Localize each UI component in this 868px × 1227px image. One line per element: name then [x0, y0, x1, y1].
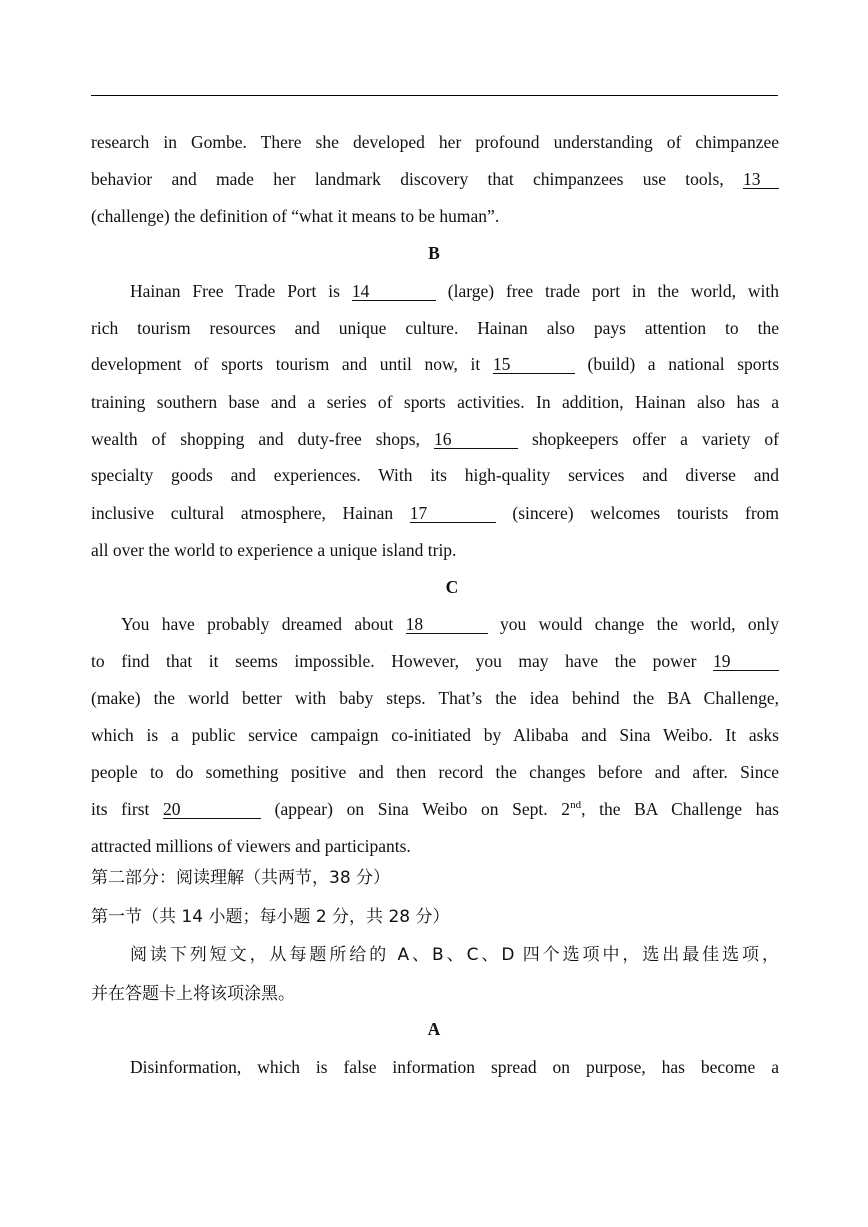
text-line: rich tourism resources and unique culture. Hainan also pays attention to the	[91, 318, 779, 338]
blank-19[interactable]: 19	[713, 652, 779, 671]
section1-title: 第一节（共 14 小题；每小题 2 分，共 28 分）	[91, 907, 450, 927]
text-line: Disinformation, which is false information spread on purpose, has become a	[130, 1057, 779, 1077]
instruction-line: 阅读下列短文，从每题所给的 A、B、C、D 四个选项中，选出最佳选项，	[130, 945, 779, 965]
blank-14[interactable]: 14	[352, 282, 436, 301]
text-line: which is a public service campaign co-initiated by Alibaba and Sina Weibo. It asks	[91, 725, 779, 745]
text-line: people to do something positive and then record the changes before and after. Since	[91, 762, 779, 782]
part2-title: 第二部分：阅读理解（共两节，38 分）	[91, 868, 391, 888]
blank-17[interactable]: 17	[410, 504, 496, 523]
blank-13[interactable]: 13	[743, 170, 779, 189]
text-line: its first 20 (appear) on Sina Weibo on Sept. 2nd, the BA Challenge has	[91, 799, 779, 819]
heading-c: C	[445, 577, 459, 597]
text-line: behavior and made her landmark discovery that chimpanzees use tools, 13	[91, 168, 779, 190]
text-line: attracted millions of viewers and participants.	[91, 836, 411, 856]
instruction-line: 并在答题卡上将该项涂黑。	[91, 984, 295, 1004]
text-line: training southern base and a series of sports activities. In addition, Hainan also has a	[91, 392, 779, 412]
text-line: development of sports tourism and until now, it 15 (build) a national sports	[91, 354, 780, 374]
text-line: all over the world to experience a unique island trip.	[91, 540, 457, 560]
text-line: research in Gombe. There she developed her profound understanding of chimpanzee	[91, 132, 779, 152]
text-line: Hainan Free Trade Port is 14 (large) free trade port in the world, with	[130, 281, 780, 301]
text-line: (challenge) the definition of “what it means to be human”.	[91, 206, 500, 226]
text-line: inclusive cultural atmosphere, Hainan 17 (sincere) welcomes tourists from	[91, 503, 780, 523]
blank-20[interactable]: 20	[163, 800, 261, 819]
blank-16[interactable]: 16	[434, 430, 518, 449]
text-line: to find that it seems impossible. However, you may have the power 19	[91, 650, 779, 672]
blank-18[interactable]: 18	[406, 615, 488, 634]
heading-b: B	[428, 243, 440, 263]
heading-reading-a: A	[427, 1019, 441, 1039]
text-line: wealth of shopping and duty-free shops, 16 shopkeepers offer a variety of	[91, 429, 779, 449]
text-line: (make) the world better with baby steps. That’s the idea behind the BA Challenge,	[91, 688, 779, 708]
text-line: You have probably dreamed about 18 you would change the world, only	[121, 614, 780, 634]
blank-15[interactable]: 15	[493, 355, 575, 374]
text-line: specialty goods and experiences. With its high-quality services and diverse and	[91, 465, 779, 485]
header-rule	[91, 95, 778, 96]
